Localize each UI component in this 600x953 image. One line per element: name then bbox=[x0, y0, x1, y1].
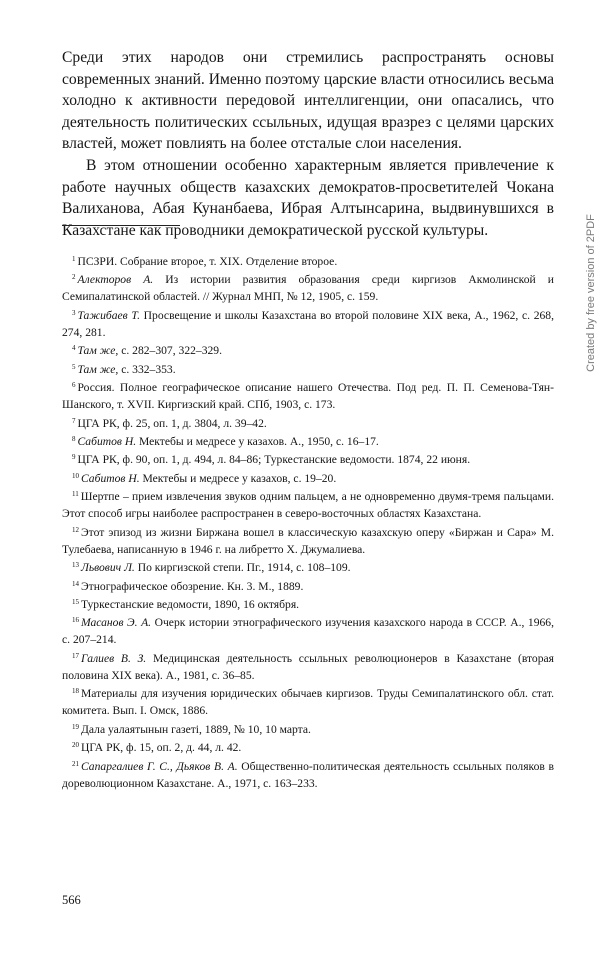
footnote bbox=[62, 596, 554, 613]
footnote-author: Тажибаев Т. bbox=[77, 308, 140, 322]
main-text bbox=[62, 47, 554, 241]
footnote-text: ЦГА РК, ф. 90, оп. 1, д. 494, л. 84–86; Туркестанские ведомости. 1874, 22 июня. bbox=[77, 453, 471, 467]
footnote-number: 8 bbox=[72, 435, 76, 444]
footnote bbox=[62, 415, 554, 432]
footnote bbox=[62, 559, 554, 576]
footnote-author: Сабитов Н. bbox=[77, 435, 137, 449]
footnote-text: ЦГА РК, ф. 25, оп. 1, д. 3804, л. 39–42. bbox=[77, 416, 267, 430]
footnote-number: 10 bbox=[72, 471, 79, 480]
watermark bbox=[584, 214, 598, 372]
footnote-text: Мектебы и медресе у казахов, с. 19–20. bbox=[139, 471, 337, 485]
footnote-number: 11 bbox=[72, 490, 79, 499]
footnote-text: Очерк истории этнографического изучения казахского народа в СССР. А., 1966, с. 207–214. bbox=[62, 616, 554, 647]
footnote-number: 16 bbox=[72, 616, 79, 625]
footnote-text: Туркестанские ведомости, 1890, 16 октября. bbox=[81, 597, 300, 611]
footnote-number: 18 bbox=[72, 687, 79, 696]
footnote-author: Масанов Э. А. bbox=[81, 616, 152, 630]
footnote-author: Алекторов А. bbox=[77, 273, 154, 287]
footnote-text: Просвещение и школы Казахстана во второй половине XIX века, А., 1962, с. 268, 274, 281. bbox=[62, 308, 554, 339]
footnote bbox=[62, 379, 554, 413]
footnote-text: Из истории развития образования среди киргизов Акмолинской и Семипалатинской областей. // Журнал МНП, № 12, 1905, с. 159. bbox=[62, 273, 554, 304]
footnote bbox=[62, 307, 554, 341]
footnote-author: Сабитов Н. bbox=[81, 471, 140, 485]
footnote bbox=[62, 433, 554, 450]
footnote-number: 9 bbox=[72, 453, 76, 462]
footnote bbox=[62, 342, 554, 359]
footnote bbox=[62, 271, 554, 305]
paragraph-1: Среди этих народов они стремились распространять основы современных знаний. Именно поэтому царские власти относились весьма холодно к активности передовой интеллигенции, они опасались, что деятельность политических ссыльных, идущая вразрез с целями царских властей, может повлиять на более отсталые слои населения. bbox=[62, 49, 554, 153]
footnote bbox=[62, 488, 554, 522]
footnote-number: 21 bbox=[72, 759, 79, 768]
footnote-number: 13 bbox=[72, 561, 79, 570]
footnote-text: Этнографическое обозрение. Кн. 3. М., 1889. bbox=[81, 579, 304, 593]
footnote-text: с. 332–353. bbox=[118, 362, 176, 376]
footnote bbox=[62, 614, 554, 648]
footnote-number: 1 bbox=[72, 255, 76, 263]
footnote-number: 14 bbox=[72, 579, 79, 588]
footnote-author: Там же, bbox=[77, 344, 119, 358]
footnote bbox=[62, 451, 554, 468]
footnote-number: 19 bbox=[72, 722, 79, 731]
footnote-number: 2 bbox=[72, 273, 76, 282]
footnote-number: 4 bbox=[72, 344, 76, 353]
footnote bbox=[62, 685, 554, 719]
footnote-number: 5 bbox=[72, 362, 76, 371]
footnote-text: Шертпе – прием извлечения звуков одним пальцем, а не одновременно двумя-тремя пальцами. Этот способ игры наиболее распространен в северо-восточных областях Казахстана. bbox=[62, 490, 554, 521]
footnote-text: ПСЗРИ. Собрание второе, т. XIX. Отделение второе. bbox=[77, 255, 338, 268]
footnote-number: 3 bbox=[72, 308, 76, 317]
footnote-text: ЦГА РК, ф. 15, оп. 2, д. 44, л. 42. bbox=[81, 741, 242, 755]
footnote-text: Россия. Полное географическое описание нашего Отечества. Под ред. П. П. Семенова-Тян-Шанского, т. XVII. Киргизский край. СПб, 1903, с. 173. bbox=[62, 381, 554, 412]
footnote-text: Общественно-политическая деятельность ссыльных поляков в дореволюционном Казахстане. А., 1971, с. 163–233. bbox=[62, 759, 554, 790]
footnote-text: По киргизской степи. Пг., 1914, с. 108–109. bbox=[134, 561, 351, 575]
footnote-text: с. 282–307, 322–329. bbox=[118, 344, 223, 358]
footnote-text: Этот эпизод из жизни Биржана вошел в классическую казахскую оперу «Биржан и Сара» М. Тулебаева, написанную в 1946 г. на либретто Х. Джумалиева. bbox=[62, 525, 554, 556]
footnote bbox=[62, 361, 554, 378]
footnote-number: 15 bbox=[72, 597, 79, 606]
footnote bbox=[62, 470, 554, 487]
footnote-number: 17 bbox=[72, 651, 79, 660]
footnote bbox=[62, 721, 554, 738]
footnote bbox=[62, 758, 554, 792]
page-number: 566 bbox=[62, 893, 81, 907]
footnote-text: Мектебы и медресе у казахов. А., 1950, с. 16–17. bbox=[136, 435, 379, 449]
paragraph-2: В этом отношении особенно характерным является привлечение к работе научных обществ казахских демократов-просветителей Чокана Валиханова, Абая Кунанбаева, Ибрая Алтынсарина, выдвинувшихся в Казахстане как проводники демократической русской культуры. bbox=[62, 156, 554, 239]
watermark-text: Created by free version of 2PDF bbox=[585, 214, 597, 372]
footnote bbox=[62, 524, 554, 558]
footnote-author: Там же, bbox=[77, 362, 119, 376]
footnote-text: Дала уалаятынын газеті, 1889, № 10, 10 марта. bbox=[81, 722, 311, 736]
footnote-text: Медицинская деятельность ссыльных революционеров в Казахстане (вторая половина XIX века). А., 1981, с. 36–85. bbox=[62, 651, 554, 682]
footnote-author: Галиев В. З. bbox=[81, 651, 147, 665]
footnote-text: Материалы для изучения юридических обычаев киргизов. Труды Семипалатинского обл. стат. комитета. Вып. I. Омск, 1886. bbox=[62, 687, 554, 718]
footnotes bbox=[62, 253, 554, 793]
footnote bbox=[62, 739, 554, 756]
footnote-number: 20 bbox=[72, 741, 79, 750]
footnote bbox=[62, 578, 554, 595]
footnote-number: 7 bbox=[72, 416, 76, 425]
footnote bbox=[62, 650, 554, 684]
footnote-author: Сапаргалиев Г. С., Дьяков В. А. bbox=[81, 759, 238, 773]
footnote bbox=[62, 253, 554, 270]
footnote-author: Львович Л. bbox=[81, 561, 135, 575]
footnote-separator bbox=[62, 225, 180, 226]
footnote-number: 12 bbox=[72, 525, 79, 534]
footnote-number: 6 bbox=[72, 381, 76, 390]
